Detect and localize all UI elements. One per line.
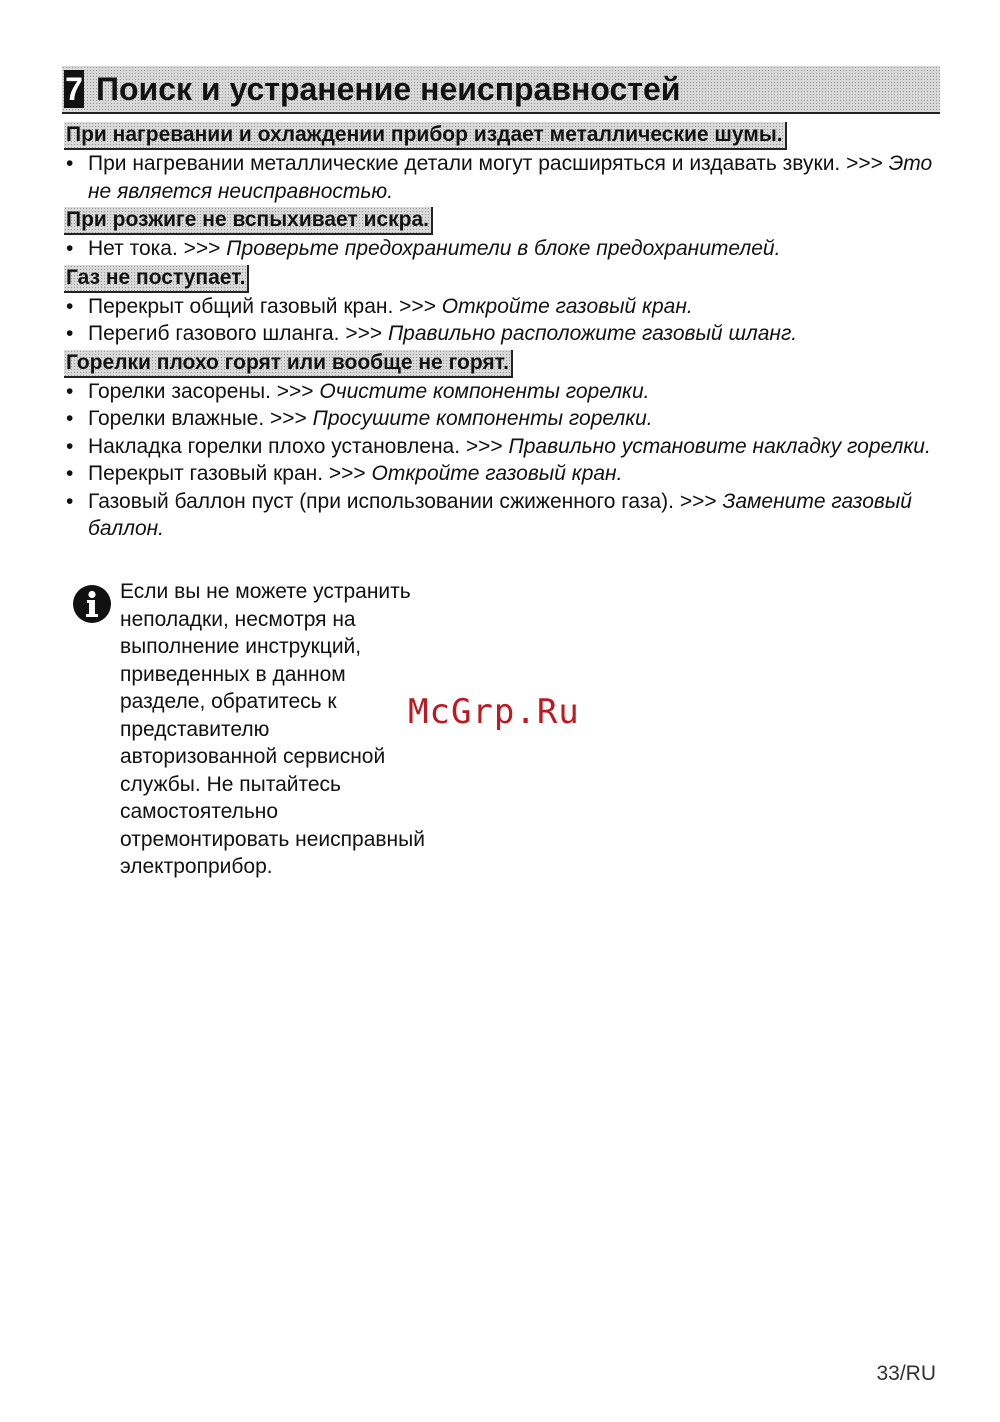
bullet: • (66, 379, 74, 403)
note-line: приведенных в данном (120, 662, 346, 686)
problem-cause: Газовый баллон пуст (при использовании сжиженного газа). >>> (88, 489, 723, 513)
problem-cause: Перекрыт общий газовый кран. >>> (88, 294, 442, 318)
problem-cause: Горелки засорены. >>> (88, 379, 320, 403)
note-line: авторизованной сервисной (120, 745, 386, 768)
solution-text: Откройте газовый кран. (441, 294, 693, 318)
list-item (64, 378, 944, 406)
solution-text: Правильно расположите газовый шланг. (387, 322, 798, 345)
solution-text: Это не является неисправностью. (88, 152, 933, 203)
page-number: 33/RU (876, 1362, 936, 1385)
solution-text: Правильно установите накладку горелки. (508, 434, 931, 458)
bullet: • (66, 237, 74, 260)
section (64, 263, 944, 348)
problem-cause: Нет тока. >>> (88, 237, 227, 260)
info-icon (72, 584, 112, 624)
list-item (64, 235, 944, 263)
bullet: • (66, 407, 74, 430)
section (64, 348, 944, 543)
chapter-number: 7 (65, 71, 83, 107)
problem-cause: Перекрыт газовый кран. >>> (88, 462, 372, 485)
bullet: • (66, 434, 74, 458)
note-line: разделе, обратитесь к (120, 690, 337, 713)
list-item (64, 293, 944, 321)
list-item (64, 460, 944, 488)
bullet: • (66, 294, 74, 318)
chapter-header (62, 66, 940, 114)
solution-text: Замените газовый баллон. (88, 489, 912, 540)
section-heading: Горелки плохо горят или вообще не горят. (64, 350, 513, 378)
section-heading: При нагревании и охлаждении прибор издает металлические шумы. (64, 122, 787, 150)
list-item (64, 320, 944, 348)
note-line: Если вы не можете устранить (120, 580, 411, 603)
solution-text: Проверьте предохранители в блоке предохранителей. (226, 237, 781, 260)
solution-text: Откройте газовый кран. (371, 462, 623, 485)
note-line: службы. Не пытайтесь (120, 772, 342, 796)
list-item (64, 433, 944, 461)
section-heading: При розжиге не вспыхивает искра. (64, 207, 433, 235)
solution-text: Очистите компоненты горелки. (319, 379, 650, 403)
bullet: • (66, 462, 74, 485)
section (64, 205, 944, 263)
note-line: самостоятельно (120, 800, 279, 823)
bullet: • (66, 322, 74, 345)
note-line: выполнение инструкций, (120, 635, 362, 658)
problem-cause: Перегиб газового шланга. >>> (88, 322, 388, 345)
bullet: • (66, 489, 74, 513)
list-item (64, 488, 944, 543)
troubleshooting-content (64, 120, 944, 543)
problem-cause: Накладка горелки плохо установлена. >>> (88, 434, 509, 458)
note-line: представителю (120, 717, 270, 741)
chapter-title: Поиск и устранение неисправностей (96, 71, 681, 107)
note-line: электроприбор. (120, 855, 273, 878)
list-item (64, 405, 944, 433)
note-line: неполадки, несмотря на (120, 607, 356, 631)
problem-cause: При нагревании металлические детали могут расширяться и издавать звуки. >>> (88, 152, 889, 175)
section (64, 120, 944, 205)
list-item (64, 150, 944, 205)
bullet: • (66, 152, 74, 175)
section-heading: Газ не поступает. (64, 265, 249, 293)
problem-cause: Горелки влажные. >>> (88, 407, 313, 430)
watermark: McGrp.Ru (408, 692, 580, 732)
solution-text: Просушите компоненты горелки. (312, 407, 653, 430)
note-line: отремонтировать неисправный (120, 827, 425, 851)
